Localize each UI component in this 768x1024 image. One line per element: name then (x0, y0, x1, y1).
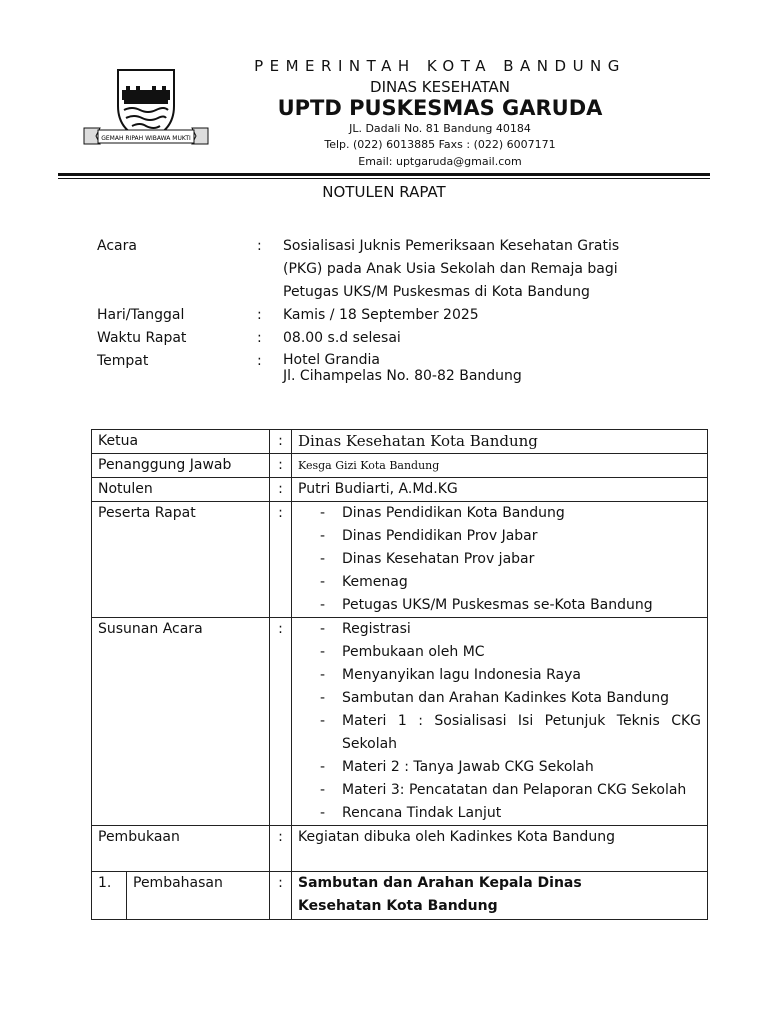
peserta-colon: : (270, 502, 292, 618)
list-item: - Rencana Tindak Lanjut (298, 802, 701, 825)
minutes-table (91, 429, 708, 920)
list-item: - Menyanyikan lagu Indonesia Raya (298, 664, 701, 687)
list-item: - Kemenag (298, 571, 701, 594)
list-item: - Materi 3: Pencatatan dan Pelaporan CKG Sekolah (298, 779, 701, 802)
header-rule-thick (58, 173, 710, 176)
pembahasan-label: Pembahasan (127, 872, 270, 920)
susunan-list (298, 618, 701, 825)
pembahasan-line-2: Kesehatan Kota Bandung (298, 898, 498, 914)
tempat-line-2: Jl. Cihampelas No. 80-82 Bandung (283, 368, 522, 384)
tempat-value (283, 350, 703, 384)
table-row (92, 454, 708, 478)
logo-motto: GEMAH RIPAH WIBAWA MUKTI (101, 135, 191, 142)
pembukaan-label: Pembukaan (92, 826, 270, 872)
susunan-label: Susunan Acara (92, 618, 270, 826)
ketua-colon: : (270, 430, 292, 454)
tanggal-label: Hari/Tanggal (97, 307, 185, 323)
pembahasan-line-1: Sambutan dan Arahan Kepala Dinas (298, 875, 582, 891)
table-row (92, 872, 708, 920)
list-item: - Materi 1 : Sosialisasi Isi Petunjuk Teknis CKG Sekolah (298, 710, 701, 756)
ketua-value: Dinas Kesehatan Kota Bandung (292, 430, 708, 454)
header-department: DINAS KESEHATAN (370, 78, 510, 96)
waktu-label: Waktu Rapat (97, 330, 187, 346)
table-row (92, 478, 708, 502)
header-government: PEMERINTAH KOTA BANDUNG (254, 57, 626, 75)
table-row (92, 826, 708, 872)
pj-label: Penanggung Jawab (92, 454, 270, 478)
waktu-colon: : (257, 330, 262, 346)
list-item: - Sambutan dan Arahan Kadinkes Kota Bandung (298, 687, 701, 710)
list-item: - Petugas UKS/M Puskesmas se-Kota Bandung (298, 594, 701, 617)
pj-colon: : (270, 454, 292, 478)
peserta-label: Peserta Rapat (92, 502, 270, 618)
header-phone: Telp. (022) 6013885 Faxs : (022) 6007171 (324, 138, 556, 151)
pembukaan-colon: : (270, 826, 292, 872)
pj-value: Kesga Gizi Kota Bandung (292, 454, 708, 478)
acara-line-1: Sosialisasi Juknis Pemeriksaan Kesehatan Gratis (283, 238, 620, 254)
notulen-colon: : (270, 478, 292, 502)
tanggal-value: Kamis / 18 September 2025 (283, 307, 479, 323)
pembahasan-number: 1. (92, 872, 127, 920)
pembahasan-colon: : (270, 872, 292, 920)
notulen-label: Notulen (92, 478, 270, 502)
pembukaan-value: Kegiatan dibuka oleh Kadinkes Kota Bandung (292, 826, 708, 872)
list-item: - Dinas Pendidikan Kota Bandung (298, 502, 701, 525)
list-item: - Dinas Pendidikan Prov Jabar (298, 525, 701, 548)
acara-line-3: Petugas UKS/M Puskesmas di Kota Bandung (283, 284, 590, 300)
city-emblem-logo (82, 66, 210, 150)
tempat-line-1: Hotel Grandia (283, 352, 380, 368)
acara-label: Acara (97, 238, 137, 254)
acara-line-2: (PKG) pada Anak Usia Sekolah dan Remaja bagi (283, 261, 618, 277)
tempat-colon: : (257, 353, 262, 369)
tempat-label: Tempat (97, 353, 149, 369)
header-address: JL. Dadali No. 81 Bandung 40184 (349, 122, 531, 135)
peserta-cell (292, 502, 708, 618)
document-title: NOTULEN RAPAT (322, 183, 446, 201)
tanggal-colon: : (257, 307, 262, 323)
table-row (92, 502, 708, 618)
pembahasan-value (292, 872, 708, 920)
table-row (92, 618, 708, 826)
list-item: - Registrasi (298, 618, 701, 641)
list-item: - Materi 2 : Tanya Jawab CKG Sekolah (298, 756, 701, 779)
list-item: - Pembukaan oleh MC (298, 641, 701, 664)
list-item: - Dinas Kesehatan Prov jabar (298, 548, 701, 571)
waktu-value: 08.00 s.d selesai (283, 330, 401, 346)
peserta-list (298, 502, 701, 617)
header-email: Email: uptgaruda@gmail.com (358, 155, 522, 168)
susunan-colon: : (270, 618, 292, 826)
acara-colon: : (257, 238, 262, 254)
table-row (92, 430, 708, 454)
header-rule-thin (58, 178, 710, 179)
ketua-label: Ketua (92, 430, 270, 454)
header-institution: UPTD PUSKESMAS GARUDA (277, 96, 603, 120)
susunan-cell (292, 618, 708, 826)
notulen-value: Putri Budiarti, A.Md.KG (292, 478, 708, 502)
acara-value (283, 235, 703, 304)
